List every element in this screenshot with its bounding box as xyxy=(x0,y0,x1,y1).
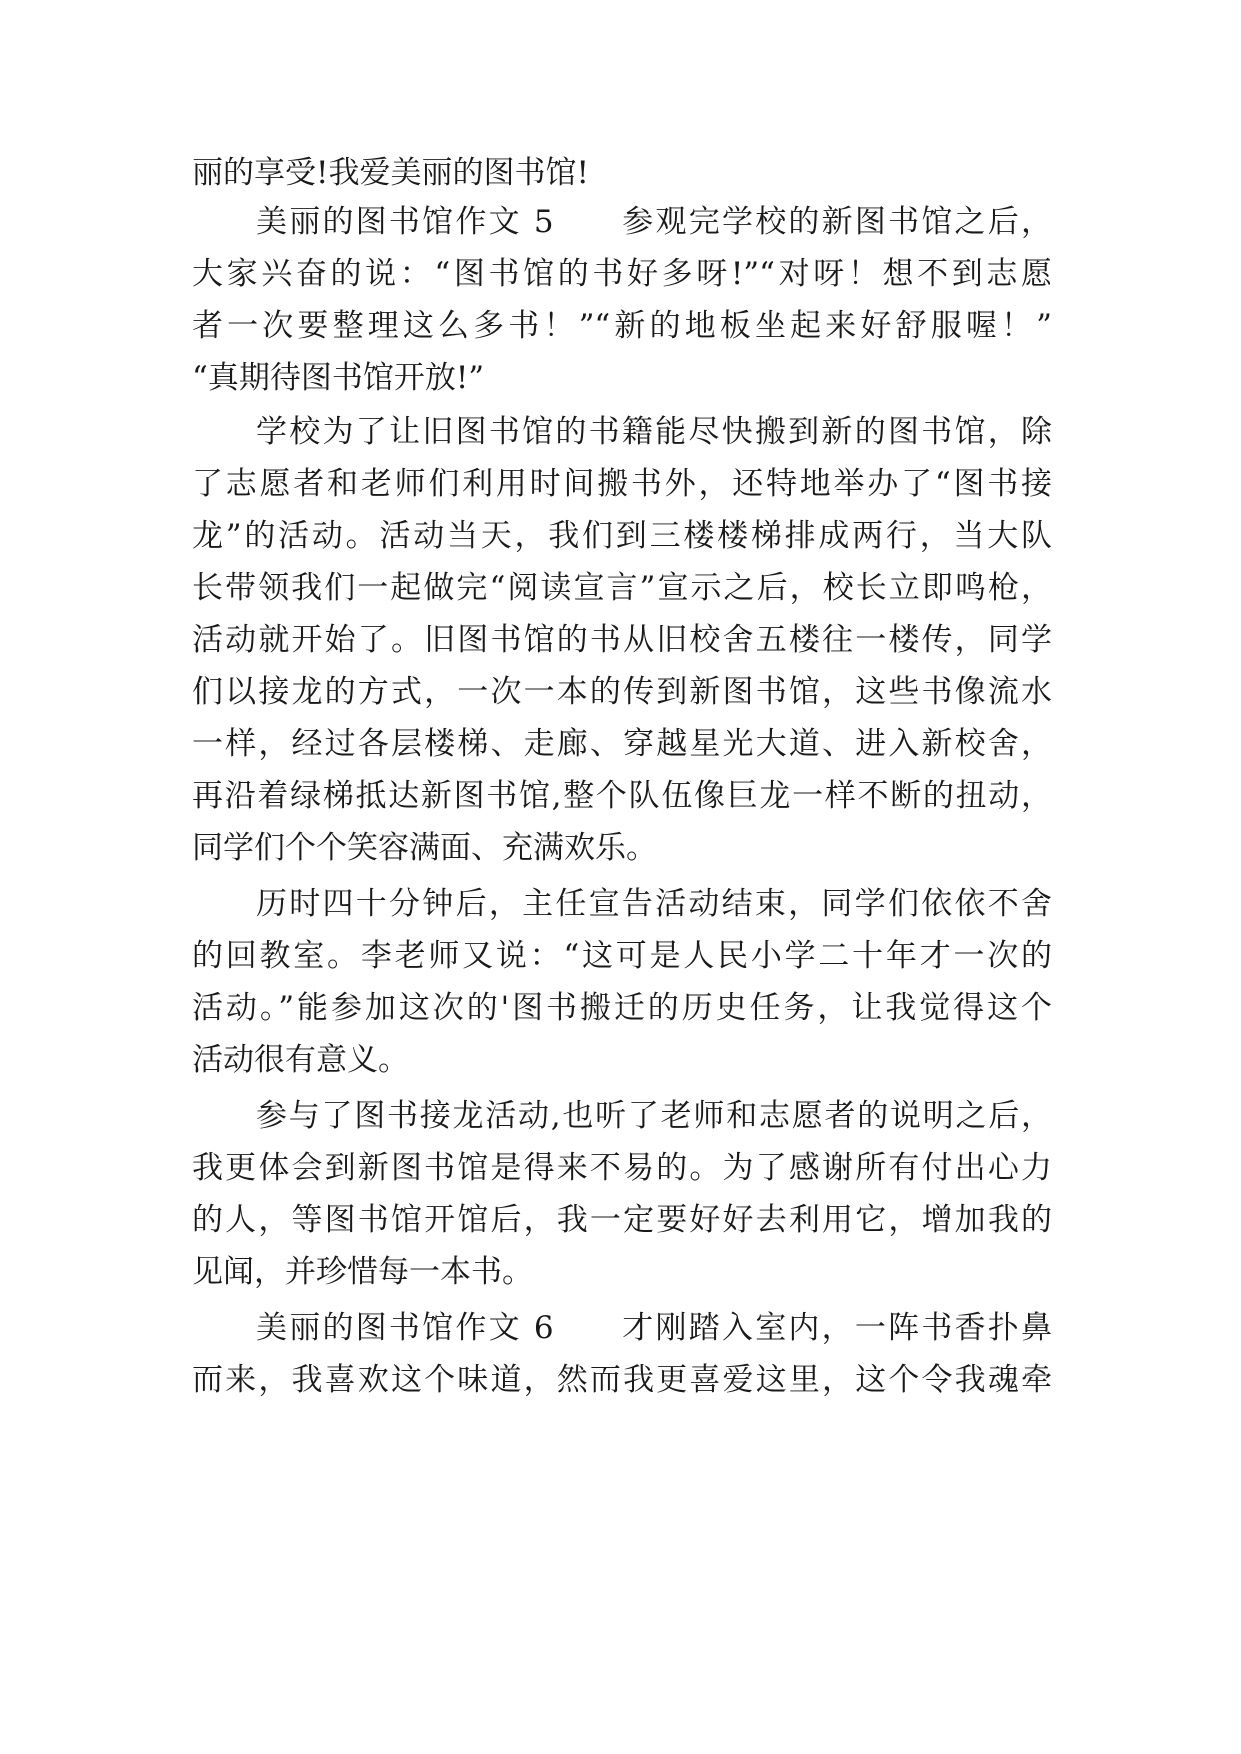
text-line: 一样，经过各层楼梯、走廊、穿越星光大道、进入新校舍， xyxy=(192,726,1052,762)
text-line: 大家兴奋的说：“图书馆的书好多呀!”“对呀！想不到志愿 xyxy=(192,256,1052,292)
text-line: 活动。”能参加这次的'图书搬迁的历史任务，让我觉得这个 xyxy=(192,990,1052,1026)
text-line: 活动就开始了。旧图书馆的书从旧校舍五楼往一楼传，同学 xyxy=(192,622,1052,658)
text-line: 龙”的活动。活动当天，我们到三楼楼梯排成两行，当大队 xyxy=(192,518,1052,554)
paragraph-start-line: 参与了图书接龙活动,也听了老师和志愿者的说明之后， xyxy=(256,1098,1052,1134)
paragraph-start-line: 历时四十分钟后，主任宣告活动结束，同学们依依不舍 xyxy=(256,886,1052,922)
essay-heading-line: 美丽的图书馆作文 5 参观完学校的新图书馆之后， xyxy=(256,204,1052,240)
text-line: 了志愿者和老师们利用时间搬书外，还特地举办了“图书接 xyxy=(192,466,1052,502)
text-line: 长带领我们一起做完“阅读宣言”宣示之后，校长立即鸣枪， xyxy=(192,570,1052,606)
text-line: 丽的享受!我爱美丽的图书馆! xyxy=(192,155,589,191)
text-line: 见闻，并珍惜每一本书。 xyxy=(192,1254,533,1290)
text-line: 们以接龙的方式，一次一本的传到新图书馆，这些书像流水 xyxy=(192,674,1052,710)
text-line: 再沿着绿梯抵达新图书馆,整个队伍像巨龙一样不断的扭动， xyxy=(192,778,1052,814)
text-line: 活动很有意义。 xyxy=(192,1042,409,1078)
paragraph-start-line: 学校为了让旧图书馆的书籍能尽快搬到新的图书馆，除 xyxy=(256,414,1052,450)
text-line: 的回教室。李老师又说：“这可是人民小学二十年才一次的 xyxy=(192,938,1052,974)
text-line: 我更体会到新图书馆是得来不易的。为了感谢所有付出心力 xyxy=(192,1150,1052,1186)
text-line: 同学们个个笑容满面、充满欢乐。 xyxy=(192,830,657,866)
text-line: “真期待图书馆开放!” xyxy=(192,360,485,396)
essay-heading-line: 美丽的图书馆作文 6 才刚踏入室内，一阵书香扑鼻 xyxy=(256,1310,1052,1346)
text-line: 的人，等图书馆开馆后，我一定要好好去利用它，增加我的 xyxy=(192,1202,1052,1238)
text-line: 而来，我喜欢这个味道，然而我更喜爱这里，这个令我魂牵 xyxy=(192,1362,1052,1398)
text-line: 者一次要整理这么多书！”“新的地板坐起来好舒服喔！” xyxy=(192,308,1052,344)
